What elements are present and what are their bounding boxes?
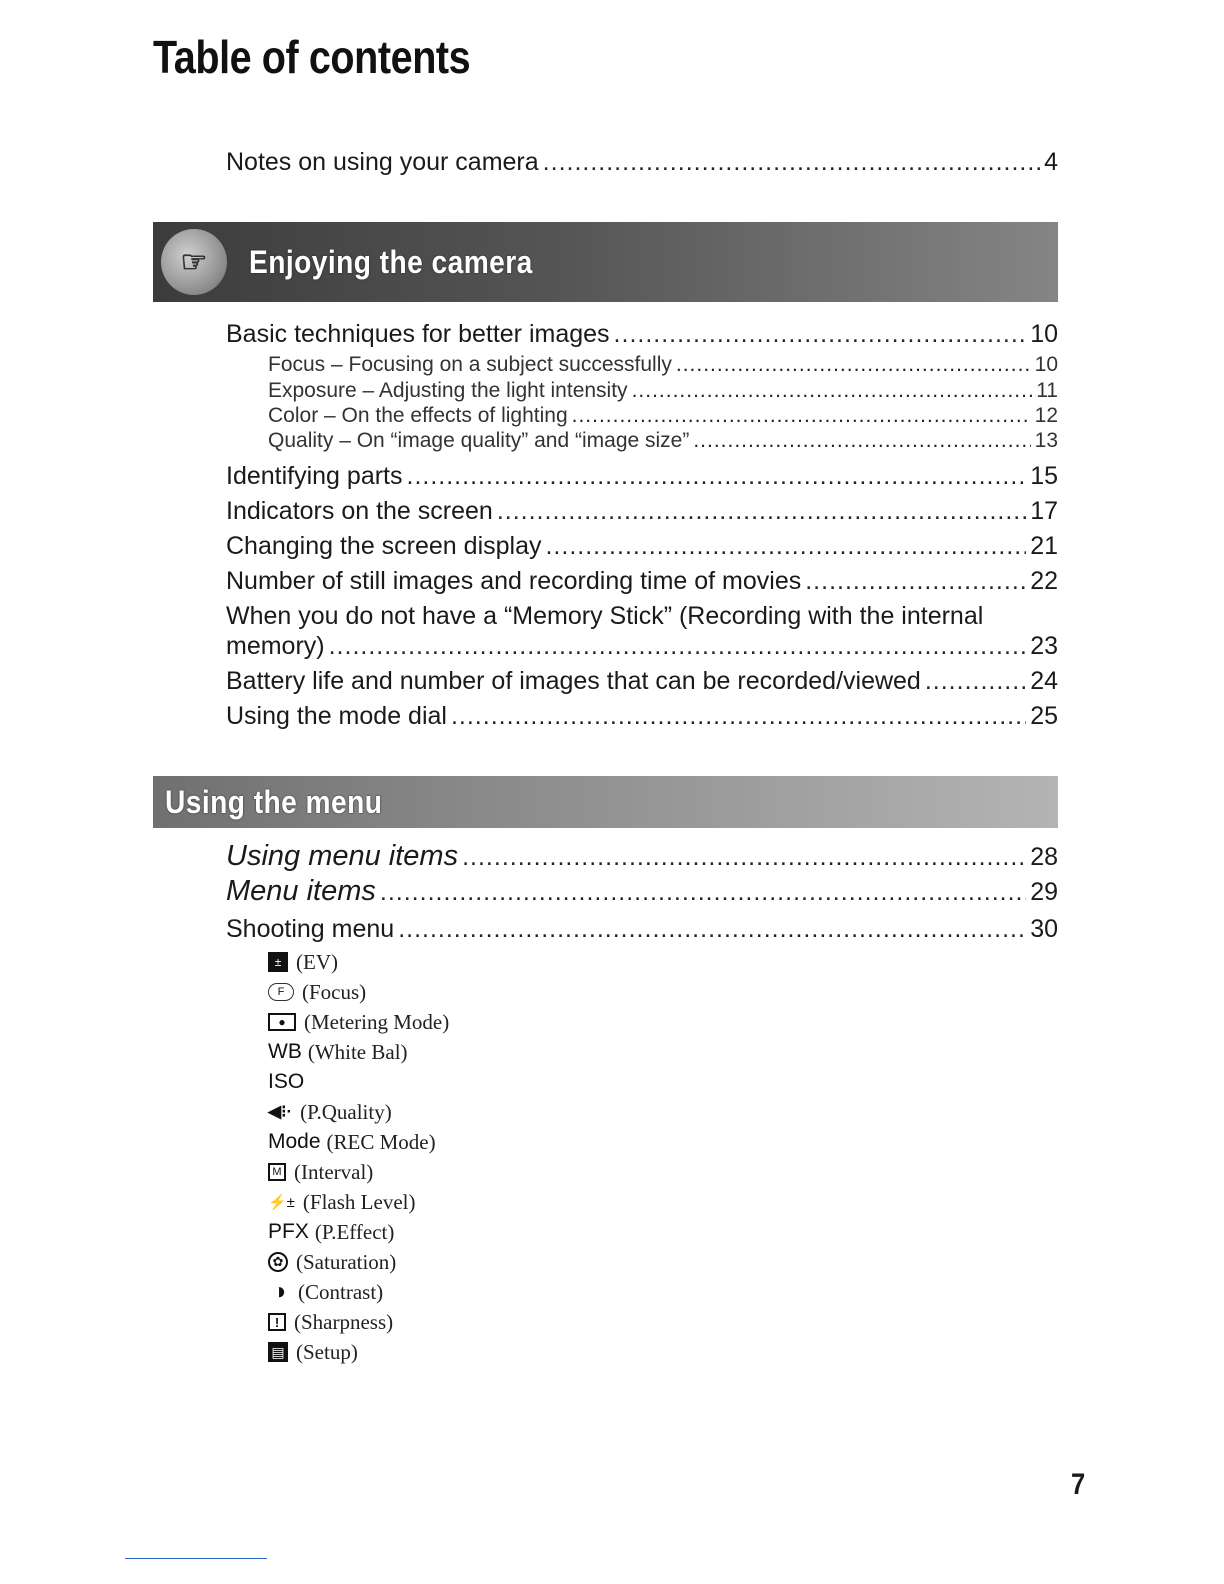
setup-icon: ▤ <box>268 1342 288 1362</box>
toc-entry-label: Color – On the effects of lighting <box>268 404 568 427</box>
toc-entry-page: 11 <box>1036 379 1058 402</box>
toc-entry-page: 30 <box>1030 915 1058 943</box>
section-heading: Enjoying the camera <box>249 243 533 280</box>
menu-item-setup[interactable] <box>268 1339 358 1365</box>
menu-item-label: (Sharpness) <box>294 1309 394 1334</box>
toc-entry[interactable] <box>226 320 1058 354</box>
pointing-hand-icon: ☞ <box>161 229 227 295</box>
toc-entry-page: 28 <box>1030 843 1058 871</box>
toc-entry-label: Focus – Focusing on a subject successfully <box>268 353 672 376</box>
menu-item-label: (P.Effect) <box>314 1219 395 1244</box>
menu-item-label: (Focus) <box>302 979 367 1004</box>
toc-entry-label: memory) <box>226 632 325 660</box>
leader-dots <box>543 148 1040 177</box>
toc-entry[interactable] <box>226 497 1058 531</box>
iso-text: ISO <box>268 1070 305 1093</box>
toc-entry-label: Using menu items <box>226 840 459 872</box>
toc-entry-label: Using the mode dial <box>226 702 447 730</box>
menu-item-focus[interactable] <box>268 979 366 1005</box>
menu-item-label: (Setup) <box>296 1339 358 1364</box>
toc-entry-page: 17 <box>1030 497 1058 525</box>
toc-entry-page: 13 <box>1034 429 1058 452</box>
toc-entry-label: Basic techniques for better images <box>226 320 610 348</box>
toc-subentry[interactable] <box>268 404 1058 430</box>
page-number: 7 <box>1071 1468 1086 1501</box>
sharpness-icon: ! <box>268 1313 286 1331</box>
leader-dots <box>693 429 1030 453</box>
toc-entry-page: 4 <box>1044 148 1058 176</box>
toc-entry-page: 24 <box>1030 667 1058 695</box>
toc-entry[interactable] <box>226 532 1058 566</box>
menu-item-white-balance[interactable] <box>268 1039 408 1065</box>
menu-item-rec-mode[interactable] <box>268 1129 436 1155</box>
leader-dots <box>805 567 1026 596</box>
toc-entry-page: 21 <box>1030 532 1058 560</box>
quality-icon: ◀⁝· <box>268 1102 293 1121</box>
toc-entry[interactable] <box>226 915 1058 949</box>
menu-item-label: (EV) <box>296 949 338 974</box>
toc-entry-label: Exposure – Adjusting the light intensity <box>268 379 628 402</box>
toc-entry-label-line1[interactable]: When you do not have a “Memory Stick” (Recording with the internal <box>226 602 984 630</box>
section-heading: Using the menu <box>165 783 383 820</box>
leader-dots <box>572 404 1031 428</box>
leader-dots <box>398 915 1026 944</box>
toc-entry-page: 29 <box>1030 878 1058 906</box>
toc-entry[interactable] <box>226 875 1058 911</box>
menu-item-label: (Interval) <box>294 1159 374 1184</box>
footer-divider <box>125 1558 267 1559</box>
menu-item-iso[interactable] <box>268 1069 310 1095</box>
mode-text: Mode <box>268 1130 321 1153</box>
menu-item-label: (REC Mode) <box>326 1129 436 1154</box>
section-banner-enjoying <box>153 222 1058 302</box>
toc-entry-page: 12 <box>1034 404 1058 427</box>
metering-icon: ● <box>268 1013 296 1031</box>
menu-item-quality[interactable] <box>268 1099 392 1125</box>
flash-level-icon: ⚡± <box>268 1194 295 1211</box>
page-title: Table of contents <box>153 31 471 83</box>
toc-entry-label: Quality – On “image quality” and “image size” <box>268 429 690 452</box>
toc-subentry[interactable] <box>268 353 1058 379</box>
saturation-icon: ✿ <box>268 1252 288 1272</box>
menu-item-sharpness[interactable] <box>268 1309 393 1335</box>
toc-entry-page: 10 <box>1030 320 1058 348</box>
menu-item-ev[interactable] <box>268 949 338 975</box>
menu-item-metering[interactable] <box>268 1009 449 1035</box>
menu-item-label: (P.Quality) <box>300 1099 392 1124</box>
menu-item-flash-level[interactable] <box>268 1189 415 1215</box>
leader-dots <box>451 702 1026 731</box>
toc-entry-page: 10 <box>1034 353 1058 376</box>
leader-dots <box>407 462 1027 491</box>
pfx-text: PFX <box>268 1220 309 1243</box>
leader-dots <box>676 353 1031 377</box>
toc-entry-page: 25 <box>1030 702 1058 730</box>
leader-dots <box>614 320 1027 349</box>
toc-entry-notes[interactable] <box>226 148 1058 182</box>
menu-item-interval[interactable] <box>268 1159 373 1185</box>
focus-icon: F <box>268 983 294 1001</box>
leader-dots <box>380 878 1026 907</box>
toc-entry-label: Number of still images and recording time of movies <box>226 567 802 595</box>
toc-entry[interactable] <box>226 632 1058 666</box>
menu-item-picture-effect[interactable] <box>268 1219 394 1245</box>
toc-entry[interactable] <box>226 462 1058 496</box>
toc-entry-label: Notes on using your camera <box>226 148 539 176</box>
menu-item-label: (White Bal) <box>307 1039 408 1064</box>
menu-item-contrast[interactable] <box>268 1279 383 1305</box>
leader-dots <box>545 532 1026 561</box>
toc-entry-page: 22 <box>1030 567 1058 595</box>
toc-entry[interactable] <box>226 702 1058 736</box>
menu-item-label: (Contrast) <box>298 1279 384 1304</box>
toc-entry-label: Changing the screen display <box>226 532 542 560</box>
toc-entry-page: 15 <box>1030 462 1058 490</box>
toc-entry-label: Shooting menu <box>226 915 395 943</box>
leader-dots <box>925 667 1026 696</box>
toc-entry[interactable] <box>226 567 1058 601</box>
toc-entry-label: Indicators on the screen <box>226 497 493 525</box>
menu-item-label: (Saturation) <box>296 1249 397 1274</box>
interval-icon: M <box>268 1163 286 1181</box>
toc-entry[interactable] <box>226 667 1058 701</box>
leader-dots <box>329 632 1027 661</box>
toc-entry-label: Menu items <box>226 875 376 907</box>
leader-dots <box>497 497 1026 526</box>
leader-dots <box>462 843 1026 872</box>
toc-entry-page: 23 <box>1030 632 1058 660</box>
ev-icon: ± <box>268 952 288 972</box>
section-banner-menu <box>153 776 1058 828</box>
toc-entry-label: Identifying parts <box>226 462 403 490</box>
toc-subentry[interactable] <box>268 429 1058 455</box>
toc-entry-label: Battery life and number of images that can be recorded/viewed <box>226 667 921 695</box>
contrast-icon: ◑ <box>271 1278 287 1305</box>
menu-item-saturation[interactable] <box>268 1249 396 1275</box>
menu-item-label: (Metering Mode) <box>304 1009 450 1034</box>
toc-subentry[interactable] <box>268 379 1058 405</box>
toc-entry[interactable] <box>226 840 1058 876</box>
leader-dots <box>632 379 1033 403</box>
menu-item-label: (Flash Level) <box>302 1189 416 1214</box>
wb-text: WB <box>268 1040 302 1063</box>
